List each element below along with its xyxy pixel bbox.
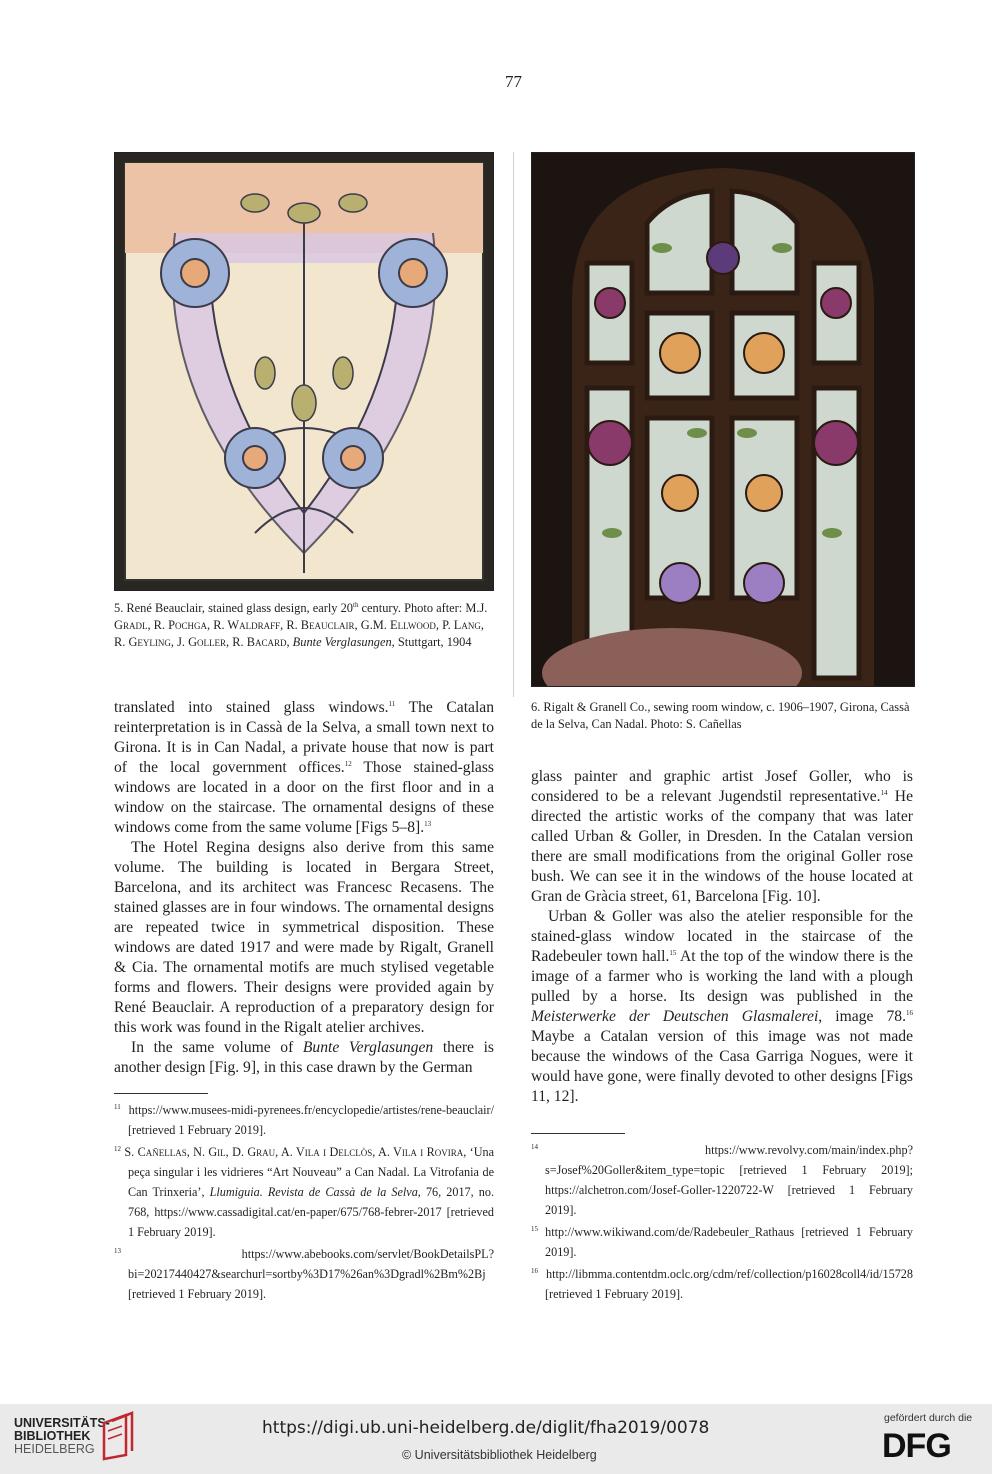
right-p1-b: He directed the artistic works of the company that was later called Urban & Goller, in Dresden. In the Catalan version there are small modifications from the original Goller rose bush. We can see it in the windows of the house located at Gran de Gràcia street, 61, Barcelona [Fig. 10]. bbox=[531, 788, 913, 905]
footnote-11 bbox=[114, 1100, 494, 1140]
left-column-text bbox=[114, 698, 494, 1078]
footnote-11-number: 11 bbox=[114, 1102, 121, 1111]
left-p3-title: Bunte Verglasungen bbox=[302, 1039, 434, 1056]
figure-5-caption-title: Bunte Verglasungen, bbox=[289, 635, 395, 649]
footnote-ref-16: 16 bbox=[906, 1008, 913, 1017]
left-footnote-rule bbox=[114, 1093, 208, 1094]
figure-5-caption-names: Gradl, R. Pochga, R. Waldraff, R. Beauclair, G.M. Ellwood, P. Lang, R. Geyling, J. Goller, R. Bacard, bbox=[114, 618, 484, 649]
figure-5-caption-start: 5. René Beauclair, stained glass design, early 20 bbox=[114, 601, 353, 615]
footnote-13 bbox=[114, 1244, 494, 1304]
footnote-ref-15: 15 bbox=[669, 948, 677, 957]
footnote-ref-11: 11 bbox=[388, 699, 396, 708]
footnote-13-text: https://www.abebooks.com/servlet/BookDetailsPL?bi=20217440427&searchurl=sortby%3D17%26an%3Dgradl%2Bm%2Bj [retrieved 1 February 2019]. bbox=[128, 1247, 494, 1301]
sponsor-label: gefördert durch die bbox=[884, 1412, 973, 1424]
footnote-13-number: 13 bbox=[114, 1246, 121, 1255]
left-footnotes bbox=[114, 1100, 494, 1306]
right-p2-title: Meisterwerke der Deutschen Glasmalerei bbox=[531, 1008, 819, 1025]
left-p1-b: The Catalan reinterpretation is in Cassà de la Selva, a small town next to Girona. It is in Can Nadal, a private house that now is part of the local government offices. bbox=[114, 699, 494, 776]
right-p2-d: Maybe a Catalan version of this image was not made because the windows of the Casa Garriga Nogues, were it would have gone, were finally devoted to other designs [Figs 11, 12]. bbox=[531, 1028, 913, 1105]
footnote-16 bbox=[531, 1264, 913, 1304]
university-library-emblem-icon bbox=[98, 1411, 138, 1461]
footnote-ref-12: 12 bbox=[344, 759, 352, 768]
copyright-notice: © Universitätsbibliothek Heidelberg bbox=[402, 1448, 597, 1462]
footnote-16-number: 16 bbox=[531, 1266, 538, 1275]
stained-glass-design-drawing bbox=[115, 153, 493, 590]
left-p3-a: In the same volume of bbox=[131, 1039, 303, 1056]
right-paragraph-2 bbox=[531, 907, 913, 1107]
footnote-15-number: 15 bbox=[531, 1224, 538, 1233]
figure-5-caption-end: Stuttgart, 1904 bbox=[394, 635, 472, 649]
figure-5-caption-sup: th bbox=[353, 600, 359, 609]
right-p2-c: , image 78. bbox=[818, 1008, 906, 1025]
right-paragraph-1 bbox=[531, 767, 913, 907]
right-column-text bbox=[531, 767, 913, 1107]
figure-5-caption-mid: century. Photo after: M.J. bbox=[358, 601, 488, 615]
left-paragraph-2: The Hotel Regina designs also derive from this same volume. The building is located in Bergara Street, Barcelona, and its architect was Francesc Recasens. The stained glasses are in four windows. The ornamental designs are repeated twice in symmetrical disposition. These windows are dated 1917 and were made by Rigalt, Granell & Cia. The ornamental motifs are much stylised vegetable forms and flowers. Their designs were provided again by René Beauclair. A reproduction of a preparatory design for this work was found in the Rigalt atelier archives. bbox=[114, 839, 494, 1036]
footnote-12-number: 12 bbox=[114, 1144, 121, 1153]
stained-glass-window-photo bbox=[532, 153, 914, 686]
document-permalink[interactable]: https://digi.ub.uni-heidelberg.de/diglit/fha2019/0078 bbox=[262, 1418, 710, 1438]
university-library-logo[interactable] bbox=[14, 1417, 110, 1456]
page-number: 77 bbox=[505, 72, 522, 91]
footnote-14-number: 14 bbox=[531, 1142, 538, 1151]
footnote-12 bbox=[114, 1142, 494, 1242]
footnote-15-text: http://www.wikiwand.com/de/Radebeuler_Rathaus [retrieved 1 February 2019]. bbox=[545, 1225, 914, 1259]
figure-6-image bbox=[531, 152, 915, 687]
footnote-12-text-a: ‘Una peça singular i les vidrieres “Art Nouveau” a Can Nadal. La Vitrofania de Can Trinxeria’, bbox=[128, 1145, 495, 1199]
left-paragraph-1 bbox=[114, 698, 494, 838]
footnote-11-text: https://www.musees-midi-pyrenees.fr/encyclopedie/artistes/rene-beauclair/ [retrieved 1 February 2019]. bbox=[128, 1103, 494, 1137]
footnote-12-text-b: 76, 2017, no. 768, https://www.cassadigital.cat/en-paper/675/768-febrer-2017 [retrieved 1 February 2019]. bbox=[128, 1185, 494, 1239]
left-p1-a: translated into stained glass windows. bbox=[114, 699, 389, 716]
footnote-ref-13: 13 bbox=[424, 819, 432, 828]
figure-5-image bbox=[114, 152, 494, 591]
right-p1-a: glass painter and graphic artist Josef Goller, who is considered to be a relevant Jugendstil representative. bbox=[531, 768, 913, 805]
viewer-footer-bar bbox=[0, 1404, 992, 1474]
logo-line-1: UNIVERSITÄTS- bbox=[14, 1416, 110, 1430]
footnote-16-text: http://libmma.contentdm.oclc.org/cdm/ref/collection/p16028coll4/id/15728 [retrieved 1 February 2019]. bbox=[545, 1267, 913, 1301]
right-p2-b: At the top of the window there is the image of a farmer who is working the land with a plough pulled by a horse. Its design was published in the bbox=[531, 948, 913, 1005]
footnote-15 bbox=[531, 1222, 913, 1262]
left-p1-c: Those stained-glass windows are located in a door on the first floor and in a window on the staircase. The ornamental designs of these windows come from the same volume [Figs 5–8]. bbox=[114, 759, 494, 836]
figure-5-caption bbox=[114, 600, 494, 651]
footnote-ref-14: 14 bbox=[880, 788, 888, 797]
figure-6-caption: 6. Rigalt & Granell Co., sewing room window, c. 1906–1907, Girona, Cassà de la Selva, Can Nadal. Photo: S. Cañellas bbox=[531, 700, 910, 731]
dfg-logo[interactable]: DFG bbox=[882, 1427, 951, 1465]
left-p3-b: there is another design [Fig. 9], in this case drawn by the German bbox=[114, 1039, 494, 1076]
column-divider bbox=[513, 152, 514, 697]
footnote-14-text: https://www.revolvy.com/main/index.php?s=Josef%20Goller&item_type=topic [retrieved 1 February 2019]; https://alchetron.com/Josef-Goller-1220722-W [retrieved 1 February 2019]. bbox=[545, 1143, 913, 1217]
logo-line-2: BIBLIOTHEK bbox=[14, 1429, 91, 1443]
footnote-12-authors: S. Cañellas, N. Gil, D. Grau, A. Vila i Delclòs, A. Vila i Rovira, bbox=[124, 1145, 467, 1159]
logo-line-3: HEIDELBERG bbox=[14, 1442, 95, 1456]
right-p2-a: Urban & Goller was also the atelier responsible for the stained-glass window located in the staircase of the Radebeuler town hall. bbox=[531, 908, 913, 965]
right-footnote-rule bbox=[531, 1133, 625, 1134]
right-footnotes bbox=[531, 1140, 913, 1306]
footnote-14 bbox=[531, 1140, 913, 1220]
left-paragraph-3 bbox=[114, 1038, 494, 1078]
footnote-12-journal: Llumiguia. Revista de Cassà de la Selva, bbox=[204, 1185, 421, 1199]
